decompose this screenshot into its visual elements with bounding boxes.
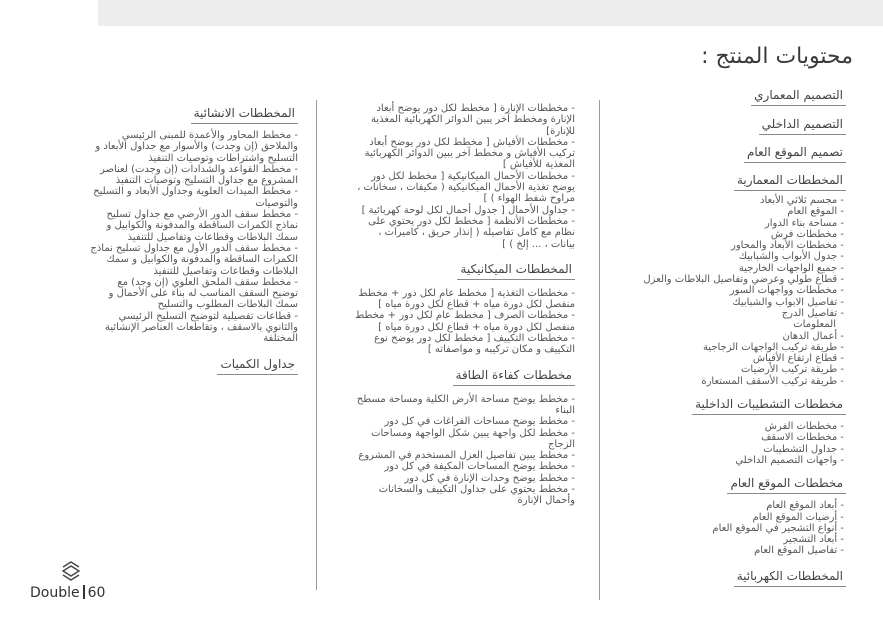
heading-site-design: تصميم الموقع العام — [744, 145, 846, 163]
brand-logo-icon — [60, 560, 82, 586]
electrical-plans-list — [353, 103, 575, 250]
list-item: - مخططات التغذية [ مخطط عام لكل دور + مخطط منفصل لكل دورة مياه + قطاع لكل دورة مياه ] — [358, 287, 575, 311]
list-item: - أبعاد التشجير — [783, 534, 844, 546]
list-item: - قطاعات تفصيلية لتوضيح التسليح الرئيسي والثانوي بالاسقف ، وتقاطعات العناصر الإنشائية المختلفة — [104, 310, 298, 345]
heading-electrical-plans: المخططات الكهربائية — [734, 569, 846, 587]
column-divider — [599, 100, 600, 600]
list-item: المعلومات — [793, 319, 836, 331]
list-item: - أرضيات الموقع العام — [752, 511, 844, 523]
list-item: - مخطط يوضح المساحات المكيفة في كل دور — [384, 461, 575, 473]
energy-efficiency-list — [353, 394, 575, 507]
list-item: - تفاصيل الموقع العام — [754, 545, 844, 557]
list-item: - جميع الواجهات الخارجية — [738, 262, 844, 274]
list-item: - قطاع ارتفاع الأفياش — [752, 353, 844, 365]
list-item: - مخطط الميدات العلوية وجداول الأبعاد و التسليح والتوصيات — [93, 186, 298, 209]
list-item: - مخططات الاسقف — [761, 432, 844, 444]
list-item: - أعمال الدهان — [782, 330, 844, 342]
list-item: - جدول الأبواب والشبابيك — [738, 251, 844, 263]
list-item: - جداول الأحمال [ جدول أحمال لكل لوحة كهربائية ] — [361, 204, 575, 216]
brand-separator — [83, 585, 85, 599]
heading-interior-design: التصميم الداخلي — [759, 117, 846, 135]
list-item: - مخططات الصرف [ مخطط عام لكل دور + مخطط منفصل لكل دورة مياه + قطاع لكل دورة مياه ] — [354, 310, 575, 333]
list-item: - قطاع طولي وعرضي وتفاصيل البلاطات والعزل — [643, 274, 844, 286]
heading-architectural-design: التصميم المعماري — [751, 88, 846, 106]
structural-plans-list — [90, 130, 298, 345]
page-title: محتويات المنتج : — [701, 44, 853, 69]
list-item: - مخطط يوضح وحدات الإنارة في كل دور — [404, 472, 575, 484]
column-middle — [353, 103, 575, 507]
list-item: - مساحة بناء الدوار — [764, 217, 844, 229]
list-item: - طريقة تركيب الأسقف المستعارة — [701, 375, 844, 387]
list-item: - مخططات فرش — [770, 228, 844, 240]
list-item: - مخططات الأبعاد والمحاور — [730, 240, 844, 252]
heading-interior-finishing-plans: مخططات التشطيبات الداخلية — [692, 397, 846, 415]
list-item: - الموقع العام — [787, 206, 844, 218]
list-item: - أبعاد الموقع العام — [766, 500, 844, 512]
list-item: - أنواع التشجير في الموقع العام — [712, 522, 844, 534]
list-item: - مخططات الإنارة [ مخطط لكل دور يوضح أبعاد الإنارة ومخطط آخر يبين الدوائر الكهربائية المغذية للإنارة] — [371, 103, 575, 137]
list-item: - مخطط القواعد والشدادات (إن وجدت) لعناصر المشروع مع جداول التسليح وتوصيات التنفيذ — [99, 163, 298, 187]
list-item: - جداول التشطيبات — [763, 443, 844, 455]
heading-bill-of-quantities: جداول الكميات — [217, 357, 298, 375]
list-item: - مخططات التكييف [ مخطط لكل دور يوضح نوع التكييف و مكان تركيبه و مواصفاته ] — [374, 333, 575, 356]
footer-brand — [30, 585, 105, 601]
list-item: - تفاصيل الدرج — [781, 307, 844, 319]
list-item: - مجسم ثلاثي الأبعاد — [760, 195, 844, 206]
top-bar — [98, 0, 883, 26]
list-item: - واجهات التصميم الداخلي — [735, 454, 844, 466]
list-item: - مخطط لكل واجهة يبين شكل الواجهة ومساحات الزجاج — [371, 427, 575, 450]
logo-mark-icon — [60, 560, 82, 582]
list-item: - مخطط سقف الدور الأرضي مع جداول تسليح نماذج الكمرات الساقطة والمدفونة والكوابيل و سمك البلاطات وقطاعات وتفاصيل للتنفيذ — [106, 209, 298, 243]
list-item: - مخطط يبين تفاصيل العزل المستخدم في المشروع — [358, 450, 575, 462]
list-item: - مخططات الفرش — [764, 421, 844, 433]
interior-finishing-list — [606, 421, 846, 466]
list-item: - مخطط يوضح مساحة الأرض الكلية ومساحة مسطح البناء — [356, 393, 575, 416]
list-item: - مخطط يوضح مساحات الفراغات في كل دور — [384, 416, 575, 428]
list-item: - طريقة تركيب الواجهات الزجاجية — [702, 341, 844, 353]
heading-site-plans: مخططات الموقع العام — [727, 476, 846, 494]
list-item: - تفاصيل الابواب والشبابيك — [732, 296, 844, 308]
architectural-plans-list — [606, 195, 846, 387]
list-item: - مخطط يحتوي على جداول التكييف والسخانات وأحمال الإنارة — [378, 484, 575, 507]
list-item: - مخططات الأفياش [ مخطط لكل دور يوضح أبعاد تركيب الأفياش و مخطط آخر يبين الدوائر الكهربائية المغذية للأفياش ] — [364, 136, 575, 171]
list-item: - مخطط سقف الدور الأول مع جداول تسليح نماذج الكمرات الساقطة والمدفونة والكوابيل و سمك البلاطات وقطاعات وتفاصيل للتنفيذ — [90, 242, 298, 277]
heading-structural-plans: المخططات الانشائية — [191, 106, 298, 124]
list-item: - مخططات الأحمال الميكانيكية [ مخطط لكل دور يوضح تغذية الأحمال الميكانيكية ( مكيفات ، سخانات ، مراوح شفط الهواء ) ] — [357, 170, 575, 205]
list-item: - مخطط المحاور والأعمدة للمبنى الرئيسي والملاحق (إن وجدت) والأسوار مع جداول الأبعاد و التسليح واشتراطات وتوصيات التنفيذ — [95, 130, 298, 164]
site-plans-list — [606, 500, 846, 556]
column-left — [90, 102, 298, 375]
mechanical-plans-list — [353, 288, 575, 356]
heading-architectural-plans: المخططات المعمارية — [734, 173, 846, 191]
column-divider — [316, 100, 317, 590]
heading-energy-efficiency-plans: مخططات كفاءة الطاقة — [453, 368, 575, 386]
column-right — [606, 84, 846, 587]
brand-name: Double — [30, 585, 80, 601]
list-item: - مخطط سقف الملحق العلوي (إن وجد) مع توضيح السقف المناسب له بناء على الأحمال و سمك البلاطات المطلوب والتسليح — [108, 276, 298, 311]
page-number: 60 — [87, 585, 106, 601]
list-item: - مخططات وواجهات السور — [729, 285, 844, 297]
list-item: - طريقة تركيب الأرضيات — [740, 364, 844, 376]
heading-mechanical-plans: المخططات الميكانيكية — [457, 262, 575, 280]
list-item: - مخططات الأنظمة [ مخطط لكل دور يحتوي على نظام مع كامل تفاصيله ( إنذار حريق ، كاميرات ، بيانات ، ... إلخ ) ] — [368, 215, 575, 250]
